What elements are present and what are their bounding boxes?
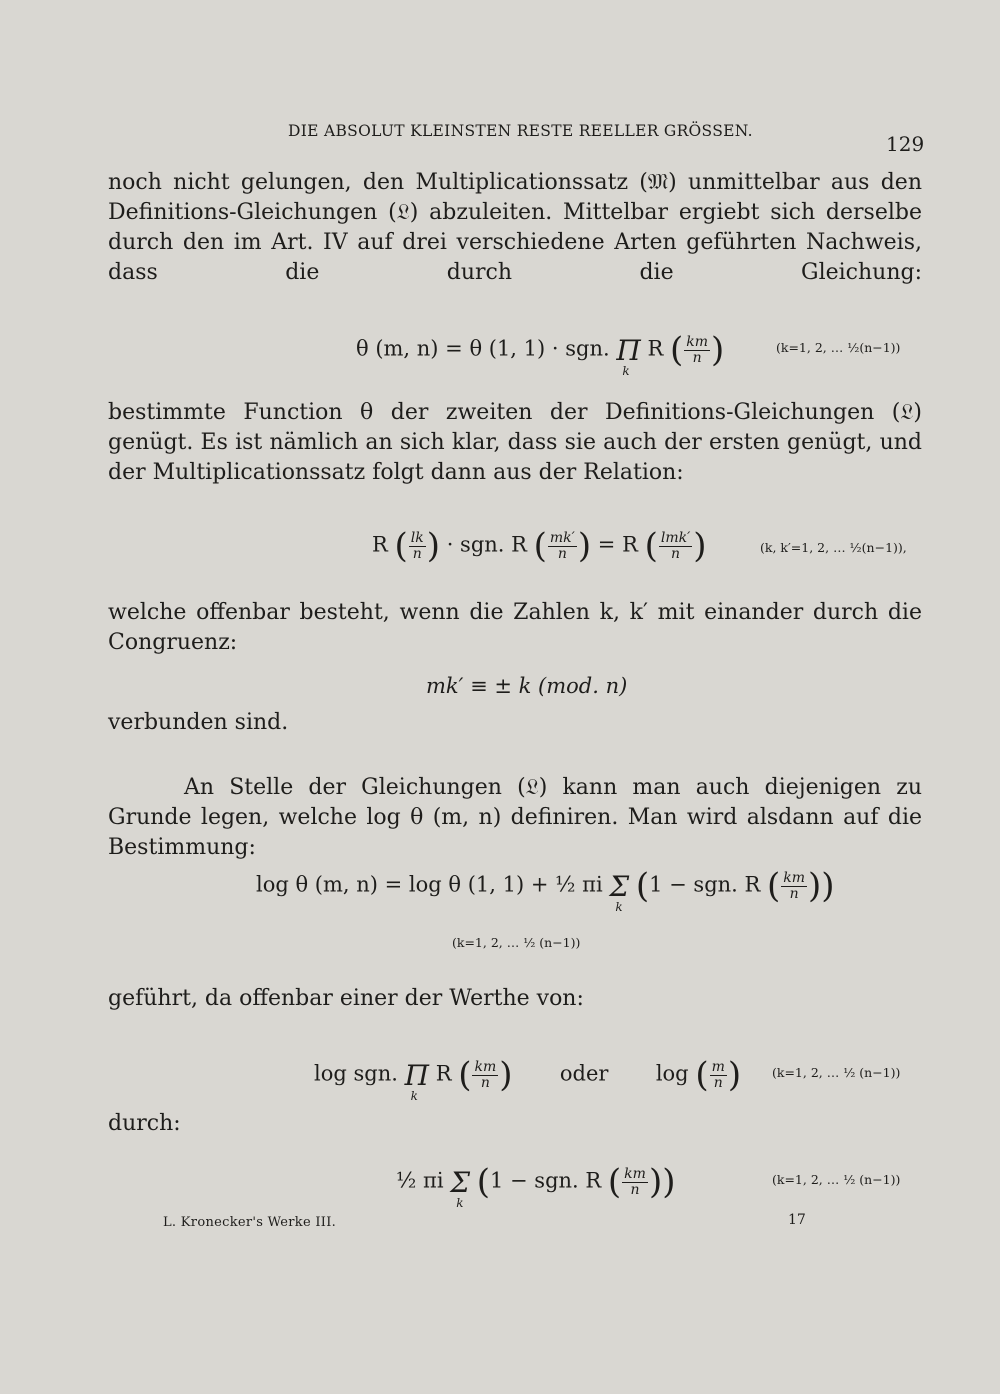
paragraph-3: welche offenbar besteht, wenn die Zahlen k, k′ mit einander durch die Congruenz:	[108, 600, 922, 655]
eq4-condition: (k=1, 2, … ½ (n−1))	[452, 935, 581, 950]
paragraph-4: verbunden sind.	[108, 710, 289, 735]
footer-signature: L. Kronecker's Werke III.	[163, 1215, 337, 1230]
paragraph-1: noch nicht gelungen, den Multiplicationssatz (𝔐) unmittelbar aus den Definitions-Gleichungen (𝔏) abzuleiten. Mittelbar ergiebt sich derselbe durch den im Art. IV auf drei verschiedene Arten geführten Nachweis, dass die durch die Gleichung:	[108, 170, 922, 285]
eq5-condition: (k=1, 2, … ½ (n−1))	[772, 1065, 901, 1080]
equation-relation: R ( $\frac{lk}{n}$ ) · sgn. R ( $\frac{mk'}{n}$ ) = R ( $\frac{\text{lmk′}}{n}$ )	[372, 526, 707, 566]
equation-log-theta: log θ (m, n) = log θ (1, 1) + ½ πi Σ k (1 − sgn. R ( $\frac{km}{n}$ ))	[256, 866, 835, 914]
eq1-R: R	[647, 336, 664, 361]
eq1-lhs: θ (m, n) = θ (1, 1) · sgn.	[356, 336, 610, 361]
eq2-condition: (k, k′=1, 2, … ½(n−1)),	[760, 540, 907, 555]
footer-sheet-number: 17	[788, 1212, 806, 1228]
running-title: DIE ABSOLUT KLEINSTEN RESTE REELLER GRÖSSEN.	[288, 122, 753, 140]
eq1-fraction: $\frac{km}{n}$	[686, 333, 708, 366]
product-symbol: Π k	[616, 333, 641, 378]
page-number: 129	[886, 132, 925, 156]
paragraph-2: bestimmte Function θ der zweiten der Definitions-Gleichungen (𝔏) genügt. Es ist nämlich an sich klar, dass sie auch der ersten genügt, und der Multiplicationssatz folgt dann aus der Relation:	[108, 400, 922, 485]
paragraph-5: An Stelle der Gleichungen (𝔏) kann man auch diejenigen zu Grunde legen, welche log θ (m, n) definiren. Man wird alsdann auf die Bestimmung:	[108, 775, 922, 860]
equation-congruence: mk′ ≡ ± k (mod. n)	[426, 674, 628, 698]
eq1-condition: (k=1, 2, … ½(n−1))	[776, 340, 901, 355]
equation-log-sgn: log sgn. Π k R ( $\frac{km}{n}$ ) oder log ( $\frac{m}{n}$ )	[314, 1055, 742, 1103]
sum-symbol: Σ k	[609, 869, 630, 914]
equation-sum: ½ πi Σ k (1 − sgn. R ( $\frac{km}{n}$ ))	[396, 1162, 676, 1210]
paragraph-7: durch:	[108, 1111, 181, 1136]
paragraph-6: geführt, da offenbar einer der Werthe von:	[108, 986, 584, 1011]
equation-theta: θ (m, n) = θ (1, 1) · sgn. Π k R ( $\frac{km}{n}$ )	[356, 330, 725, 378]
eq6-condition: (k=1, 2, … ½ (n−1))	[772, 1172, 901, 1187]
